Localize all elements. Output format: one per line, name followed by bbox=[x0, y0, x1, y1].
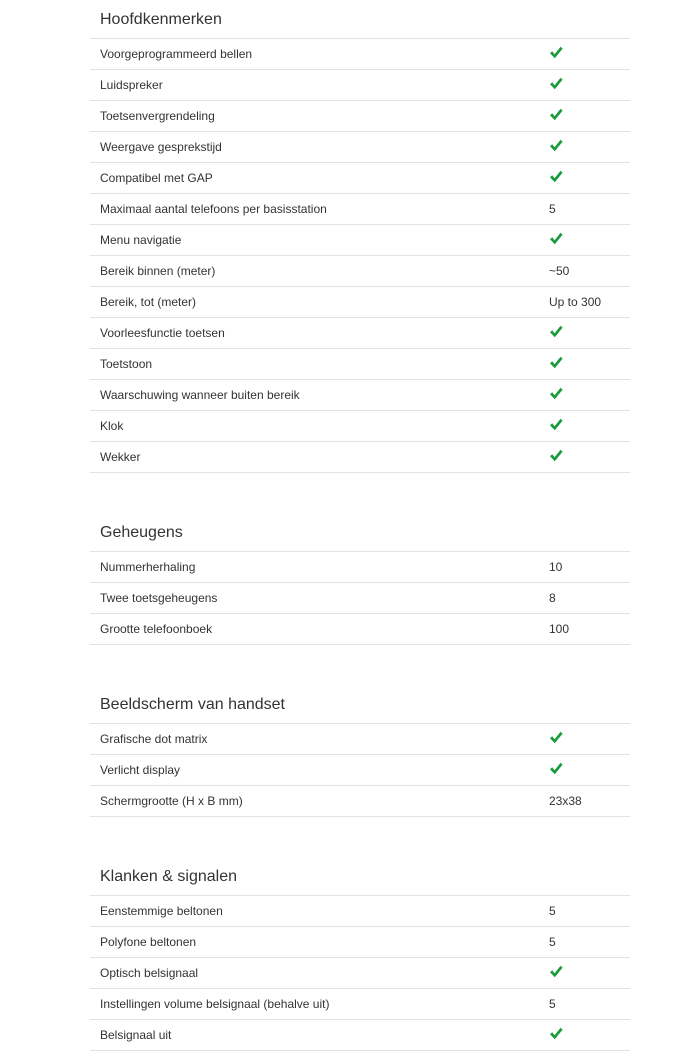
spec-row bbox=[90, 39, 630, 70]
spec-row bbox=[90, 989, 630, 1020]
spec-value: 10 bbox=[549, 560, 563, 574]
check-icon bbox=[549, 325, 563, 338]
spec-row bbox=[90, 786, 630, 817]
spec-label: Twee toetsgeheugens bbox=[100, 591, 218, 605]
check-icon bbox=[549, 965, 563, 978]
spec-label: Maximaal aantal telefoons per basisstation bbox=[100, 202, 327, 216]
spec-label: Nummerherhaling bbox=[100, 560, 196, 574]
spec-value-check bbox=[549, 1027, 563, 1043]
spec-value: ~50 bbox=[549, 264, 570, 278]
check-icon bbox=[549, 46, 563, 59]
check-icon bbox=[549, 108, 563, 121]
section-title: Beeldscherm van handset bbox=[90, 685, 630, 724]
spec-value-check bbox=[549, 449, 563, 465]
check-icon bbox=[549, 762, 563, 775]
spec-row bbox=[90, 411, 630, 442]
spec-row bbox=[90, 256, 630, 287]
spec-label: Voorgeprogrammeerd bellen bbox=[100, 47, 253, 61]
section-title: Klanken & signalen bbox=[90, 857, 630, 896]
spec-label: Compatibel met GAP bbox=[100, 171, 213, 185]
spec-table bbox=[90, 0, 630, 1051]
spec-value-check bbox=[549, 77, 563, 93]
check-icon bbox=[549, 449, 563, 462]
spec-label: Schermgrootte (H x B mm) bbox=[100, 794, 243, 808]
check-icon bbox=[549, 170, 563, 183]
spec-row bbox=[90, 442, 630, 473]
spec-value: 100 bbox=[549, 622, 570, 636]
spec-label: Menu navigatie bbox=[100, 233, 182, 247]
check-icon bbox=[549, 418, 563, 431]
check-icon bbox=[549, 139, 563, 152]
spec-label: Bereik, tot (meter) bbox=[100, 295, 197, 309]
spec-label: Polyfone beltonen bbox=[100, 935, 197, 949]
spec-row bbox=[90, 583, 630, 614]
spec-value-check bbox=[549, 139, 563, 155]
spec-value-check bbox=[549, 46, 563, 62]
spec-row bbox=[90, 927, 630, 958]
spec-label: Eenstemmige beltonen bbox=[100, 904, 223, 918]
spec-row bbox=[90, 349, 630, 380]
spec-label: Wekker bbox=[100, 450, 141, 464]
spec-row bbox=[90, 101, 630, 132]
spec-row bbox=[90, 614, 630, 645]
spec-value-check bbox=[549, 387, 563, 403]
spec-value: 5 bbox=[549, 997, 556, 1011]
spec-value-check bbox=[549, 325, 563, 341]
spec-value-check bbox=[549, 418, 563, 434]
spec-row bbox=[90, 380, 630, 411]
spec-row bbox=[90, 318, 630, 349]
spec-label: Instellingen volume belsignaal (behalve uit) bbox=[100, 997, 330, 1011]
spec-row bbox=[90, 194, 630, 225]
spec-row bbox=[90, 70, 630, 101]
spec-label: Bereik binnen (meter) bbox=[100, 264, 216, 278]
spec-value-check bbox=[549, 232, 563, 248]
spec-value-check bbox=[549, 356, 563, 372]
spec-row bbox=[90, 287, 630, 318]
spec-value: 23x38 bbox=[549, 794, 582, 808]
spec-row bbox=[90, 225, 630, 256]
spec-label: Waarschuwing wanneer buiten bereik bbox=[100, 388, 300, 402]
spec-row bbox=[90, 1020, 630, 1051]
spec-label: Toetsenvergrendeling bbox=[100, 109, 215, 123]
spec-row bbox=[90, 958, 630, 989]
spec-label: Verlicht display bbox=[100, 763, 181, 777]
spec-section bbox=[90, 513, 630, 645]
spec-label: Klok bbox=[100, 419, 124, 433]
check-icon bbox=[549, 1027, 563, 1040]
spec-value: 5 bbox=[549, 904, 556, 918]
check-icon bbox=[549, 356, 563, 369]
spec-value: Up to 300 bbox=[549, 295, 602, 309]
spec-value-check bbox=[549, 965, 563, 981]
spec-section bbox=[90, 685, 630, 817]
check-icon bbox=[549, 77, 563, 90]
spec-value-check bbox=[549, 731, 563, 747]
spec-value: 5 bbox=[549, 202, 556, 216]
spec-value-check bbox=[549, 170, 563, 186]
spec-label: Grafische dot matrix bbox=[100, 732, 208, 746]
spec-label: Luidspreker bbox=[100, 78, 163, 92]
spec-value: 5 bbox=[549, 935, 556, 949]
spec-label: Grootte telefoonboek bbox=[100, 622, 213, 636]
spec-label: Belsignaal uit bbox=[100, 1028, 172, 1042]
spec-row bbox=[90, 896, 630, 927]
spec-section bbox=[90, 857, 630, 1051]
spec-section bbox=[90, 0, 630, 473]
check-icon bbox=[549, 387, 563, 400]
check-icon bbox=[549, 232, 563, 245]
spec-label: Voorleesfunctie toetsen bbox=[100, 326, 225, 340]
spec-value-check bbox=[549, 762, 563, 778]
spec-row bbox=[90, 552, 630, 583]
check-icon bbox=[549, 731, 563, 744]
spec-row bbox=[90, 724, 630, 755]
spec-value: 8 bbox=[549, 591, 556, 605]
section-title: Hoofdkenmerken bbox=[90, 0, 630, 39]
spec-label: Weergave gesprekstijd bbox=[100, 140, 222, 154]
section-title: Geheugens bbox=[90, 513, 630, 552]
spec-row bbox=[90, 755, 630, 786]
spec-label: Optisch belsignaal bbox=[100, 966, 199, 980]
spec-row bbox=[90, 132, 630, 163]
spec-value-check bbox=[549, 108, 563, 124]
spec-row bbox=[90, 163, 630, 194]
spec-label: Toetstoon bbox=[100, 357, 153, 371]
